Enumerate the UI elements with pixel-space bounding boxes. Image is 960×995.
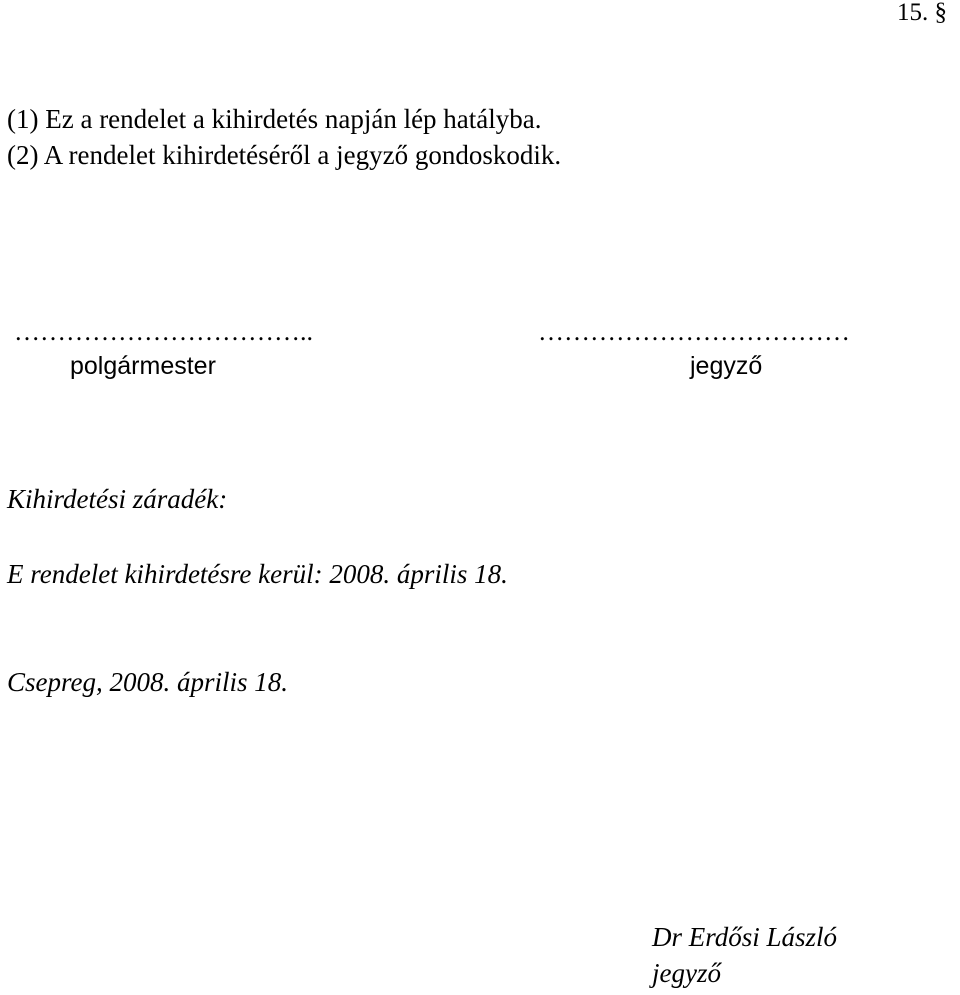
paragraph-2: (2) A rendelet kihirdetéséről a jegyző gondoskodik. xyxy=(7,140,562,170)
mayor-signature-line: …………………………….. xyxy=(14,317,313,346)
clause-title: Kihirdetési záradék: xyxy=(7,484,228,514)
clause-text: E rendelet kihirdetésre kerül: 2008. április 18. xyxy=(7,559,508,589)
notary-role-label: jegyző xyxy=(690,352,763,380)
signer-name: Dr Erdősi László xyxy=(652,922,838,952)
paragraph-1: (1) Ez a rendelet a kihirdetés napján lép hatályba. xyxy=(7,104,542,134)
section-heading: 15. § xyxy=(897,0,947,26)
signer-role: jegyző xyxy=(652,958,721,988)
mayor-role-label: polgármester xyxy=(70,352,216,380)
notary-signature-line: ……………………………… xyxy=(538,317,850,346)
place-date: Csepreg, 2008. április 18. xyxy=(7,667,289,697)
